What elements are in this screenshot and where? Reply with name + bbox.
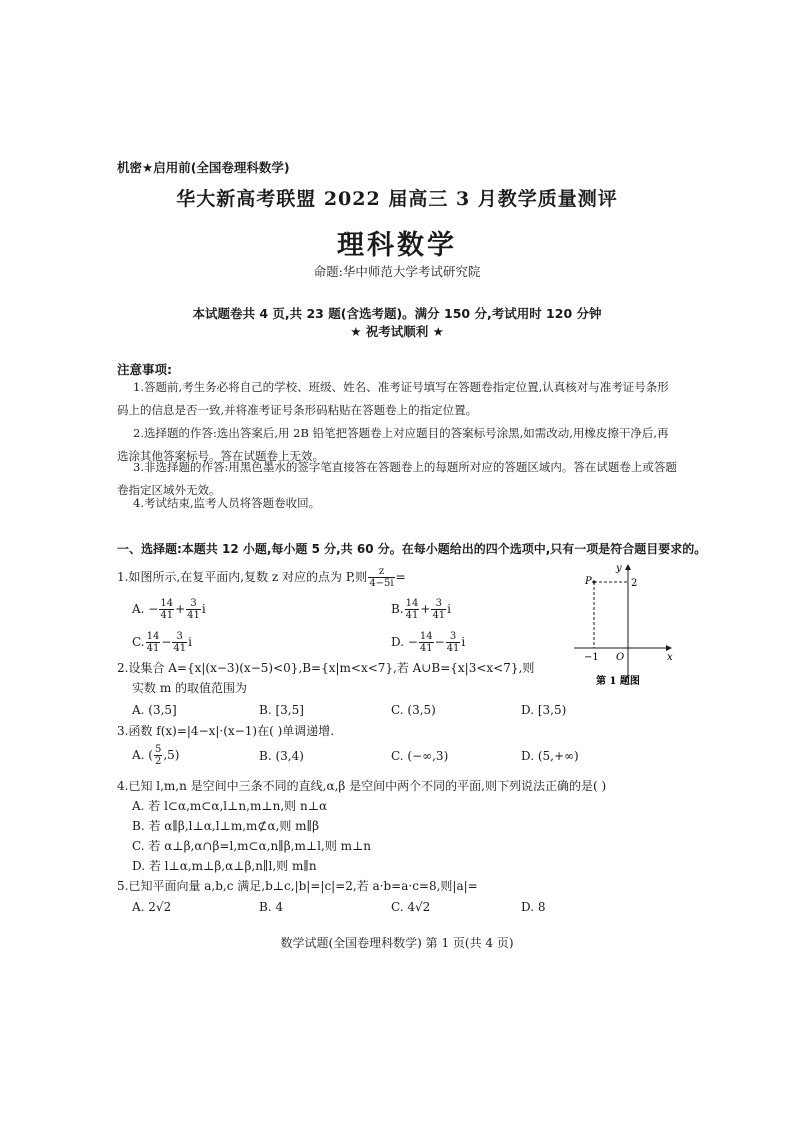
note-item-4: 4.考试结束,监考人员将答题卷收回。 bbox=[133, 496, 321, 510]
q1-b-f1d: 41 bbox=[405, 610, 419, 621]
q4-option-d[interactable]: D. 若 l⊥α,m⊥β,α⊥β,n∥l,则 m∥n bbox=[132, 859, 317, 873]
q1-option-a[interactable] bbox=[132, 598, 206, 621]
q1-b-f1n: 14 bbox=[405, 598, 419, 609]
q1-c-label: C. bbox=[132, 635, 145, 649]
question-5-stem: 5.已知平面向量 a,b,c 满足,b⊥c,|b|=|c|=2,若 a·b=a·c=8,则|a|= bbox=[117, 879, 478, 893]
q1-fraction bbox=[368, 566, 394, 589]
q4-option-c[interactable]: C. 若 α⊥β,α∩β=l,m⊂α,n∥β,m⊥l,则 m⊥n bbox=[132, 839, 372, 853]
q1-c-f1n: 14 bbox=[146, 631, 160, 642]
question-2-stem-line2: 实数 m 的取值范围为 bbox=[132, 681, 248, 695]
page-footer: 数学试题(全国卷理科数学) 第 1 页(共 4 页) bbox=[280, 936, 514, 950]
x-axis-arrow bbox=[666, 645, 672, 651]
q1-a-f2n: 3 bbox=[186, 598, 201, 610]
question-4-stem: 4.已知 l,m,n 是空间中三条不同的直线,α,β 是空间中两个不同的平面,则下列说法正确的是( ) bbox=[117, 779, 607, 793]
q1-d-f1n: 14 bbox=[419, 631, 433, 642]
q4-option-a[interactable]: A. 若 l⊂α,m⊂α,l⊥n,m⊥n,则 n⊥α bbox=[132, 799, 328, 813]
y-label: y bbox=[616, 563, 622, 574]
q1-a-f1n: 14 bbox=[160, 598, 174, 609]
tick-neg1: −1 bbox=[584, 652, 599, 663]
q1-b-mid: + bbox=[420, 602, 431, 616]
subject-title: 理科数学 bbox=[337, 230, 457, 261]
q1-b-i: i bbox=[447, 602, 452, 616]
x-label: x bbox=[667, 652, 673, 663]
q1-a-frac2 bbox=[186, 598, 201, 621]
q1-d-label: D. − bbox=[391, 635, 418, 649]
q1-b-label: B. bbox=[391, 602, 404, 616]
q1-b-frac1 bbox=[405, 598, 420, 621]
q1-tail: = bbox=[395, 570, 406, 584]
author-line: 命题:华中师范大学考试研究院 bbox=[313, 264, 481, 279]
q1-a-f1d: 41 bbox=[160, 610, 174, 621]
q5-option-c[interactable]: C. 4√2 bbox=[391, 900, 431, 914]
q2-option-d[interactable]: D. [3,5) bbox=[521, 703, 567, 717]
q1-b-f2d: 41 bbox=[432, 610, 446, 621]
q1-d-f2d: 41 bbox=[446, 643, 460, 654]
q1-b-f2n: 3 bbox=[431, 598, 446, 610]
notes-heading: 注意事项: bbox=[117, 362, 172, 377]
note-item-3: 3.非选择题的作答:用黑色墨水的签字笔直接答在答题卷上的每题所对应的答题区域内。答在试题卷上或答题卷指定区域外无效。 bbox=[117, 460, 677, 497]
q1-b-frac2 bbox=[431, 598, 446, 621]
p-label: P bbox=[585, 576, 592, 587]
q1-d-frac1 bbox=[419, 631, 434, 654]
q3-a-frac bbox=[154, 744, 162, 767]
q3-option-c[interactable]: C. (−∞,3) bbox=[391, 749, 449, 763]
q2-option-c[interactable]: C. (3,5) bbox=[391, 703, 436, 717]
q2-option-b[interactable]: B. [3,5] bbox=[259, 703, 304, 717]
q1-c-mid: − bbox=[161, 635, 172, 649]
confidential-label: 机密★启用前(全国卷理科数学) bbox=[117, 160, 290, 175]
q5-option-d[interactable]: D. 8 bbox=[521, 900, 546, 914]
note-item-1: 1.答题前,考生务必将自己的学校、班级、姓名、准考证号填写在答题卷指定位置,认真核对与准考证号条形码上的信息是否一致,并将准考证号条形码粘贴在答题卷上的指定位置。 bbox=[117, 380, 669, 417]
q1-figure bbox=[566, 560, 676, 690]
q1-frac-num: z bbox=[368, 566, 394, 578]
note-item-2: 2.选择题的作答:选出答案后,用 2B 铅笔把答题卷上对应题目的答案标号涂黑,如需改动,用橡皮擦干净后,再选涂其他答案标号。答在试题卷上无效。 bbox=[117, 426, 669, 463]
q3-option-b[interactable]: B. (3,4) bbox=[259, 749, 304, 763]
q4-option-b[interactable]: B. 若 α∥β,l⊥α,l⊥m,m⊄α,则 m∥β bbox=[132, 819, 320, 833]
q1-d-i: i bbox=[461, 635, 466, 649]
q1-a-frac1 bbox=[159, 598, 174, 621]
q5-option-a[interactable]: A. 2√2 bbox=[132, 900, 172, 914]
q1-c-frac2 bbox=[172, 631, 187, 654]
y-axis-arrow bbox=[625, 564, 631, 570]
q3-a-pre: A. ( bbox=[132, 748, 153, 762]
q1-a-mid: + bbox=[175, 602, 186, 616]
q1-a-i: i bbox=[201, 602, 206, 616]
q1-c-f1d: 41 bbox=[146, 643, 160, 654]
q1-c-f2d: 41 bbox=[173, 643, 187, 654]
q1-option-b[interactable] bbox=[391, 598, 451, 621]
q3-a-post: ,5) bbox=[163, 748, 180, 762]
q1-c-i: i bbox=[188, 635, 192, 649]
q3-a-fd: 2 bbox=[154, 756, 162, 767]
q1-stem-text: 1.如图所示,在复平面内,复数 z 对应的点为 P,则 bbox=[117, 570, 368, 584]
q3-a-fn: 5 bbox=[154, 744, 162, 755]
q1-c-frac1 bbox=[146, 631, 161, 654]
question-1-stem bbox=[117, 566, 406, 589]
q1-a-label: A. − bbox=[132, 602, 159, 616]
figure-caption: 第 1 题图 bbox=[596, 676, 640, 687]
q5-option-b[interactable]: B. 4 bbox=[259, 900, 284, 914]
q1-d-f1d: 41 bbox=[419, 643, 433, 654]
q1-d-mid: − bbox=[434, 635, 445, 649]
section-heading: 一、选择题:本题共 12 小题,每小题 5 分,共 60 分。在每小题给出的四个选项中,只有一项是符合题目要求的。 bbox=[117, 542, 707, 556]
q1-option-c[interactable] bbox=[132, 631, 192, 654]
q1-d-frac2 bbox=[446, 631, 461, 654]
exam-title: 华大新高考联盟 2022 届高三 3 月教学质量测评 bbox=[176, 188, 618, 210]
tick-2: 2 bbox=[631, 578, 638, 589]
q1-a-f2d: 41 bbox=[187, 610, 200, 621]
exam-info: 本试题卷共 4 页,共 23 题(含选考题)。满分 150 分,考试用时 120 分钟 bbox=[192, 306, 602, 321]
q1-frac-den: 4−5i bbox=[369, 578, 394, 589]
origin-label: O bbox=[616, 652, 625, 663]
q1-c-f2n: 3 bbox=[172, 631, 187, 643]
q2-option-a[interactable]: A. (3,5] bbox=[132, 703, 177, 717]
point-p bbox=[592, 580, 595, 583]
q1-d-f2n: 3 bbox=[446, 631, 461, 643]
question-3-stem: 3.函数 f(x)=|4−x|·(x−1)在( )单调递增. bbox=[117, 724, 335, 738]
q3-option-d[interactable]: D. (5,+∞) bbox=[521, 749, 579, 763]
q1-option-d[interactable] bbox=[391, 631, 465, 654]
q3-option-a[interactable] bbox=[132, 744, 180, 767]
good-luck-line: ★ 祝考试顺利 ★ bbox=[350, 324, 444, 339]
question-2-stem: 2.设集合 A={x|(x−3)(x−5)<0},B={x|m<x<7},若 A∪B={x|3<x<7},则 bbox=[117, 661, 535, 675]
